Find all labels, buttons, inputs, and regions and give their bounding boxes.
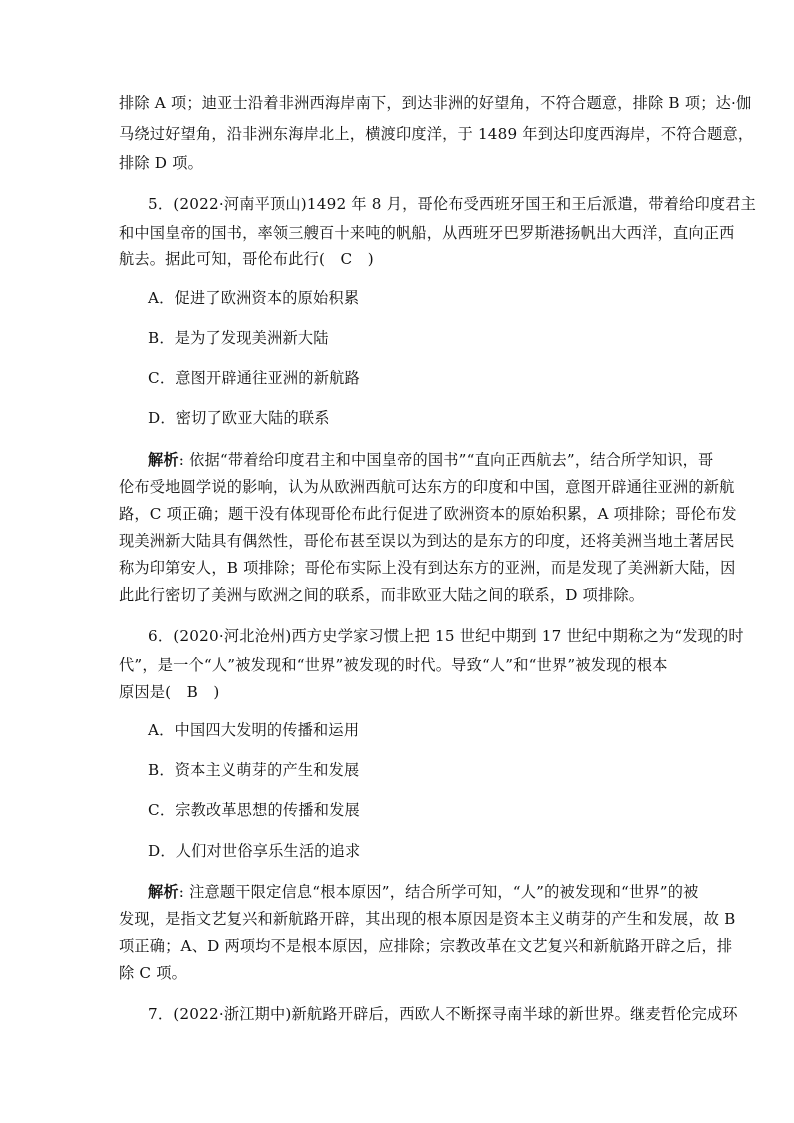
option-a: A．促进了欧洲资本的原始积累 bbox=[148, 289, 360, 307]
analysis-label: 解析 bbox=[148, 883, 179, 901]
question-7-line: 7．(2022·浙江期中)新航路开辟后，西欧人不断探寻南半球的新世界。继麦哲伦完成环 bbox=[148, 1005, 738, 1023]
option-a: A．中国四大发明的传播和运用 bbox=[148, 721, 360, 739]
analysis-line: 现美洲新大陆具有偶然性，哥伦布甚至误以为到达的是东方的印度，还将美洲当地土著居民 bbox=[119, 532, 735, 550]
option-d: D．密切了欧亚大陆的联系 bbox=[148, 409, 330, 427]
question-6-line: 代”，是一个“人”被发现和“世界”被发现的时代。导致“人”和“世界”被发现的根本 bbox=[119, 656, 668, 674]
analysis-line: 除 C 项。 bbox=[119, 964, 188, 982]
analysis-line bbox=[148, 882, 708, 902]
analysis-text: : 注意题干限定信息“根本原因”，结合所学可知，“人”的被发现和“世界”的被 bbox=[178, 883, 699, 901]
question-6-line: 原因是( B ) bbox=[119, 683, 220, 701]
text-line: 排除 D 项。 bbox=[119, 154, 203, 172]
analysis-text: : 依据“带着给印度君主和中国皇帝的国书”“直向正西航去”，结合所学知识，哥 bbox=[178, 451, 714, 469]
option-d: D．人们对世俗享乐生活的追求 bbox=[148, 842, 361, 860]
analysis-line bbox=[148, 450, 714, 470]
analysis-line: 路，C 项正确；题干没有体现哥伦布此行促进了欧洲资本的原始积累，A 项排除；哥伦布发 bbox=[119, 505, 737, 523]
option-b: B．是为了发现美洲新大陆 bbox=[148, 329, 329, 347]
question-5-line: 5．(2022·河南平顶山)1492 年 8 月，哥伦布受西班牙国王和王后派遣，带着给印度君主 bbox=[148, 195, 757, 213]
question-5-line: 和中国皇帝的国书，率领三艘百十来吨的帆船，从西班牙巴罗斯港扬帆出大西洋，直向正西 bbox=[119, 224, 735, 242]
analysis-line: 伦布受地圆学说的影响，认为从欧洲西航可达东方的印度和中国，意图开辟通往亚洲的新航 bbox=[119, 478, 735, 496]
question-5-line: 航去。据此可知，哥伦布此行( C ) bbox=[119, 250, 374, 268]
analysis-label: 解析 bbox=[148, 451, 179, 469]
analysis-line: 项正确；A、D 两项均不是根本原因，应排除；宗教改革在文艺复兴和新航路开辟之后，排 bbox=[119, 937, 733, 955]
option-c: C．宗教改革思想的传播和发展 bbox=[148, 801, 360, 819]
analysis-line: 称为印第安人，B 项排除；哥伦布实际上没有到达东方的亚洲，而是发现了美洲新大陆，因 bbox=[119, 559, 736, 577]
text-line: 马绕过好望角，沿非洲东海岸北上，横渡印度洋，于 1489 年到达印度西海岸，不符合题意， bbox=[119, 125, 754, 143]
analysis-line: 发现，是指文艺复兴和新航路开辟，其出现的根本原因是资本主义萌芽的产生和发展，故 B bbox=[119, 910, 736, 928]
text-line: 排除 A 项；迪亚士沿着非洲西海岸南下，到达非洲的好望角，不符合题意，排除 B 项；达·伽 bbox=[119, 94, 752, 112]
option-c: C．意图开辟通往亚洲的新航路 bbox=[148, 369, 360, 387]
analysis-line: 此此行密切了美洲与欧洲之间的联系，而非欧亚大陆之间的联系，D 项排除。 bbox=[119, 586, 645, 604]
question-6-line: 6．(2020·河北沧州)西方史学家习惯上把 15 世纪中期到 17 世纪中期称之为“发现的时 bbox=[148, 627, 744, 645]
option-b: B．资本主义萌芽的产生和发展 bbox=[148, 761, 360, 779]
